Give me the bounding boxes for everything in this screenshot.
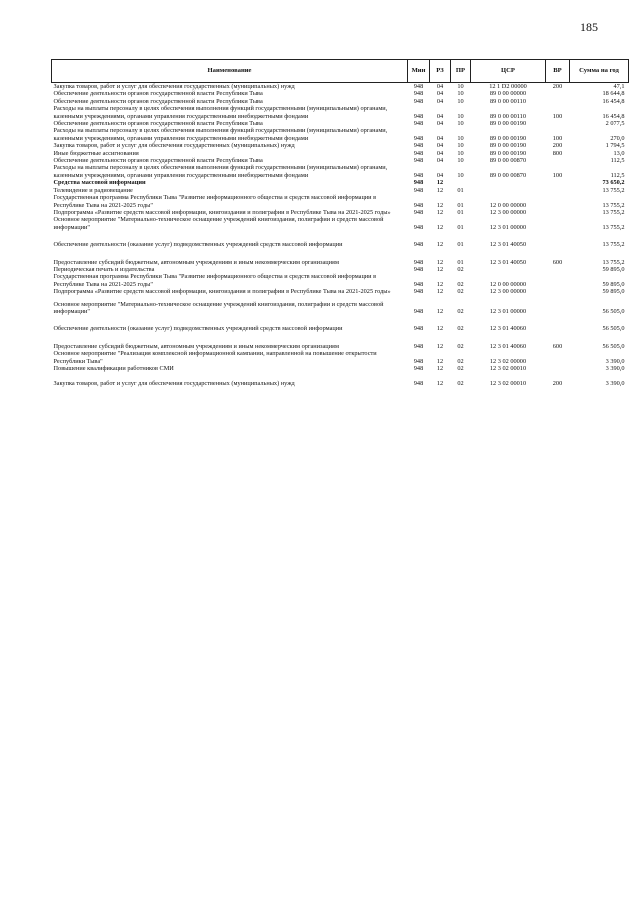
cell-sum: 112,5 (610, 157, 625, 165)
cell-vr (546, 266, 570, 273)
cell-sum: 3 390,0 (605, 357, 625, 365)
table-row (52, 266, 629, 273)
table-header-row (52, 60, 629, 83)
cell-vr (546, 288, 570, 295)
cell-vr: 200 (552, 142, 563, 150)
cell-pr: 10 (457, 90, 464, 98)
cell-pr: 02 (457, 357, 464, 365)
cell-min: 948 (413, 186, 424, 194)
cell-csr: 89 0 00 00110 (490, 97, 526, 105)
cell-name: Обеспечение деятельности органов государственной власти Республики Тыва (53, 90, 263, 98)
cell-min: 948 (413, 120, 424, 128)
table-row (52, 120, 629, 127)
cell-name: Основное мероприятие "Материально-техническое оснащение учреждений книгоиздания, полиграфии и средств массовой информации" (53, 300, 384, 315)
cell-vr (546, 231, 570, 248)
cell-rz: 12 (436, 342, 444, 350)
cell-csr: 12 0 00 00000 (489, 280, 527, 288)
table-row (52, 231, 629, 248)
cell-vr: 600 (552, 258, 563, 266)
cell-sum: 56 505,0 (602, 307, 625, 315)
cell-csr: 89 0 00 00190 (489, 134, 527, 142)
table-row (52, 273, 629, 288)
cell-csr: 12 3 02 00000 (489, 357, 527, 365)
cell-csr (471, 266, 546, 273)
cell-vr (546, 194, 570, 209)
cell-csr: 89 0 00 00110 (490, 112, 526, 120)
cell-rz: 04 (436, 83, 444, 90)
cell-vr: 100 (552, 171, 563, 179)
cell-vr (546, 157, 570, 164)
cell-min: 948 (413, 83, 424, 90)
cell-rz: 04 (436, 90, 444, 98)
cell-rz: 04 (436, 171, 444, 179)
cell-name: Подпрограмма «Развитие средств массовой информации, книгоиздания и полиграфии в Республике Тыва на 2021-2025 годы» (53, 288, 391, 296)
table-row (52, 150, 629, 157)
cell-sum: 13 755,2 (602, 201, 625, 209)
cell-vr (546, 365, 570, 372)
cell-name: Закупка товаров, работ и услуг для обеспечения государственных (муниципальных) нужд (53, 83, 295, 90)
cell-name: Основное мероприятие "Материально-техническое оснащение учреждений книгоиздания, полиграфии и средств массовой информации" (53, 216, 384, 231)
cell-name: Государственная программа Республики Тыва "Развитие информационного общества и средств массовой информации в Республике Тыва на 2021-2025 годы" (53, 273, 377, 288)
cell-rz: 04 (436, 112, 444, 120)
cell-vr (546, 120, 570, 127)
column-header: Наименование (52, 60, 408, 83)
table-row (52, 296, 629, 316)
column-header: ЦСР (471, 60, 546, 83)
cell-min: 948 (413, 342, 424, 350)
cell-name: Расходы на выплаты персоналу в целях обеспечения выполнения функций государственными (муниципальными) органами, казенными учреждениями, органами управления государственными внебюджетными фондами (53, 105, 388, 120)
cell-name: Закупка товаров, работ и услуг для обеспечения государственных (муниципальных) нужд (53, 380, 295, 388)
cell-name: Средства массовой информации (53, 179, 146, 187)
cell-name: Государственная программа Республики Тыва "Развитие информационного общества и средств массовой информации в Республике Тыва на 2021-2025 годы" (53, 194, 377, 209)
cell-sum: 16 454,8 (602, 112, 625, 120)
cell-csr (471, 179, 546, 186)
cell-vr: 600 (552, 342, 563, 350)
cell-name: Расходы на выплаты персоналу в целях обеспечения выполнения функций государственными (муниципальными) органами, казенными учреждениями, органами управления государственными внебюджетными фондами (53, 164, 388, 179)
table-row (52, 157, 629, 164)
cell-pr: 01 (457, 208, 464, 216)
cell-csr: 12 3 00 00000 (489, 288, 527, 296)
cell-vr: 200 (552, 83, 563, 90)
cell-min: 948 (413, 223, 424, 231)
cell-pr: 01 (457, 186, 464, 194)
table-row (52, 194, 629, 209)
cell-rz: 12 (436, 201, 444, 209)
cell-name: Телевидение и радиовещание (53, 186, 133, 194)
cell-name: Обеспечение деятельности органов государственной власти Республики Тыва (53, 120, 263, 128)
cell-csr: 89 0 00 00190 (489, 120, 527, 128)
cell-csr: 12 3 01 40060 (489, 325, 527, 333)
cell-name: Обеспечение деятельности (оказание услуг) подведомственных учреждений средств массовой информации (53, 241, 343, 249)
cell-min: 948 (413, 171, 424, 179)
cell-vr: 100 (552, 112, 563, 120)
cell-rz: 12 (436, 208, 444, 216)
cell-pr: 02 (457, 380, 464, 388)
cell-min: 948 (413, 265, 424, 273)
cell-csr: 12 3 01 40060 (489, 342, 527, 350)
table-row (52, 83, 629, 91)
cell-min: 948 (413, 90, 424, 98)
cell-rz: 04 (436, 149, 444, 157)
cell-min: 948 (413, 365, 424, 372)
cell-vr: 200 (552, 380, 563, 388)
cell-vr (546, 216, 570, 231)
cell-csr: 89 0 00 00190 (489, 142, 527, 150)
cell-vr (546, 296, 570, 316)
cell-pr: 10 (457, 149, 464, 157)
cell-sum: 56 505,0 (602, 342, 625, 350)
cell-vr (546, 273, 570, 288)
table-row (52, 365, 629, 372)
cell-csr: 12 1 D2 00000 (489, 83, 527, 90)
cell-sum: 3 390,0 (605, 380, 625, 388)
cell-min: 948 (413, 288, 424, 296)
cell-sum: 112,5 (610, 171, 625, 179)
cell-vr (546, 90, 570, 97)
cell-name: Предоставление субсидий бюджетным, автономным учреждениям и иным некоммерческим организациям (53, 342, 339, 350)
cell-csr: 89 0 00 00000 (489, 90, 527, 98)
cell-rz: 04 (436, 97, 444, 105)
cell-name: Повышение квалификации работников СМИ (53, 365, 174, 372)
cell-rz: 12 (436, 288, 444, 296)
cell-sum: 59 895,0 (602, 288, 625, 296)
cell-sum: 13 755,2 (602, 208, 625, 216)
table-body (52, 83, 629, 388)
cell-sum: 2 077,5 (605, 120, 625, 128)
cell-pr: 02 (457, 280, 464, 288)
budget-table (51, 59, 629, 388)
cell-csr: 12 3 01 00000 (489, 223, 527, 231)
cell-name: Подпрограмма «Развитие средств массовой информации, книгоиздания и полиграфии в Республике Тыва на 2021-2025 годы» (53, 208, 391, 216)
cell-pr (451, 179, 471, 186)
cell-sum: 13 755,2 (602, 186, 625, 194)
cell-min: 948 (413, 97, 424, 105)
table-row (52, 98, 629, 105)
cell-rz: 12 (436, 241, 444, 249)
cell-min: 948 (413, 112, 424, 120)
cell-csr: 12 3 00 00000 (489, 208, 527, 216)
cell-sum: 59 895,0 (602, 280, 625, 288)
table-row (52, 333, 629, 350)
cell-sum: 13 755,2 (602, 241, 625, 249)
table-row (52, 350, 629, 365)
page-number: 185 (580, 20, 598, 34)
cell-name: Предоставление субсидий бюджетным, автономным учреждениям и иным некоммерческим организациям (53, 258, 339, 266)
cell-min: 948 (413, 380, 424, 388)
table-row (52, 164, 629, 179)
cell-sum: 270,0 (610, 134, 625, 142)
cell-pr: 10 (457, 120, 464, 128)
cell-name: Основное мероприятие "Реализация комплексной информационной кампании, направленной на повышение открытости Республики Тыва" (53, 350, 377, 365)
cell-vr: 100 (552, 134, 563, 142)
cell-pr: 02 (457, 325, 464, 333)
cell-csr: 12 3 01 40050 (489, 258, 527, 266)
cell-csr: 89 0 00 00870 (489, 157, 527, 165)
column-header: ПР (451, 60, 471, 83)
cell-rz: 12 (436, 307, 444, 315)
cell-rz: 12 (436, 179, 444, 187)
table-row (52, 105, 629, 120)
cell-csr (471, 187, 546, 194)
cell-name: Закупка товаров, работ и услуг для обеспечения государственных (муниципальных) нужд (53, 142, 295, 150)
cell-rz: 04 (436, 120, 444, 128)
cell-sum: 16 454,8 (602, 97, 625, 105)
table-row (52, 249, 629, 266)
cell-name: Иные бюджетные ассигнования (53, 149, 139, 157)
table-row (52, 127, 629, 142)
cell-rz: 04 (436, 142, 444, 150)
cell-pr: 01 (457, 201, 464, 209)
cell-pr: 02 (457, 307, 464, 315)
cell-csr: 89 0 00 00190 (489, 149, 527, 157)
table-row (52, 142, 629, 149)
cell-rz: 12 (436, 357, 444, 365)
cell-sum: 47,1 (613, 83, 625, 90)
cell-min: 948 (413, 307, 424, 315)
cell-pr: 10 (457, 97, 464, 105)
cell-name: Расходы на выплаты персоналу в целях обеспечения выполнения функций государственными (муниципальными) органами, казенными учреждениями, органами управления государственными внебюджетными фондами (53, 127, 388, 142)
column-header: Мин (408, 60, 430, 83)
cell-sum: 18 644,8 (602, 90, 625, 98)
cell-rz: 12 (436, 223, 444, 231)
cell-min: 948 (413, 149, 424, 157)
table-row (52, 315, 629, 332)
cell-pr: 10 (457, 157, 464, 165)
cell-min: 948 (413, 179, 424, 187)
cell-pr: 02 (457, 265, 464, 273)
cell-vr (546, 98, 570, 105)
cell-vr: 800 (552, 149, 563, 157)
cell-pr: 10 (457, 142, 464, 150)
cell-rz: 12 (436, 380, 444, 388)
cell-pr: 02 (457, 288, 464, 296)
cell-min: 948 (413, 357, 424, 365)
column-header: ВР (546, 60, 570, 83)
table-row (52, 288, 629, 295)
cell-rz: 12 (436, 325, 444, 333)
cell-vr (546, 187, 570, 194)
cell-min: 948 (413, 201, 424, 209)
cell-min: 948 (413, 241, 424, 249)
column-header: РЗ (430, 60, 451, 83)
cell-csr: 12 3 01 00000 (489, 307, 527, 315)
cell-csr: 12 0 00 00000 (489, 201, 527, 209)
cell-name: Периодическая печать и издательства (53, 265, 155, 273)
cell-min: 948 (413, 134, 424, 142)
cell-rz: 12 (436, 280, 444, 288)
cell-sum: 13 755,2 (602, 258, 625, 266)
cell-csr: 12 3 01 40050 (489, 241, 527, 249)
cell-pr: 10 (457, 171, 464, 179)
cell-name: Обеспечение деятельности органов государственной власти Республики Тыва (53, 157, 263, 165)
cell-vr (546, 350, 570, 365)
cell-pr: 10 (457, 83, 464, 90)
cell-rz: 12 (436, 265, 444, 273)
table-row (52, 90, 629, 97)
cell-sum: 73 650,2 (602, 179, 625, 187)
cell-name: Обеспечение деятельности (оказание услуг) подведомственных учреждений средств массовой информации (53, 325, 343, 333)
cell-sum: 3 390,0 (605, 365, 625, 372)
cell-min: 948 (413, 325, 424, 333)
cell-csr: 12 3 02 00010 (489, 365, 527, 372)
table-row (52, 179, 629, 186)
cell-sum: 13 755,2 (602, 223, 625, 231)
cell-pr: 02 (457, 342, 464, 350)
cell-min: 948 (413, 157, 424, 165)
cell-vr (546, 179, 570, 186)
cell-sum: 56 505,0 (602, 325, 625, 333)
cell-name: Обеспечение деятельности органов государственной власти Республики Тыва (53, 97, 263, 105)
table-row (52, 372, 629, 387)
table-row (52, 216, 629, 231)
cell-min: 948 (413, 208, 424, 216)
cell-min: 948 (413, 280, 424, 288)
cell-sum: 59 895,0 (602, 265, 625, 273)
cell-pr: 01 (457, 223, 464, 231)
cell-pr: 01 (457, 258, 464, 266)
cell-sum: 1 794,5 (605, 142, 625, 150)
cell-rz: 04 (436, 157, 444, 165)
cell-sum: 13,0 (613, 149, 625, 157)
cell-pr: 02 (457, 365, 464, 372)
cell-rz: 12 (436, 365, 444, 372)
cell-pr: 01 (457, 241, 464, 249)
cell-csr: 12 3 02 00010 (489, 380, 527, 388)
cell-vr (546, 315, 570, 332)
cell-rz: 12 (436, 186, 444, 194)
cell-pr: 10 (457, 112, 464, 120)
column-header: Сумма на год (570, 60, 629, 83)
table-row (52, 209, 629, 216)
cell-vr (546, 209, 570, 216)
cell-csr: 89 0 00 00870 (489, 171, 527, 179)
cell-rz: 12 (436, 258, 444, 266)
cell-min: 948 (413, 258, 424, 266)
cell-pr: 10 (457, 134, 464, 142)
table-row (52, 187, 629, 194)
cell-rz: 04 (436, 134, 444, 142)
cell-min: 948 (413, 142, 424, 150)
